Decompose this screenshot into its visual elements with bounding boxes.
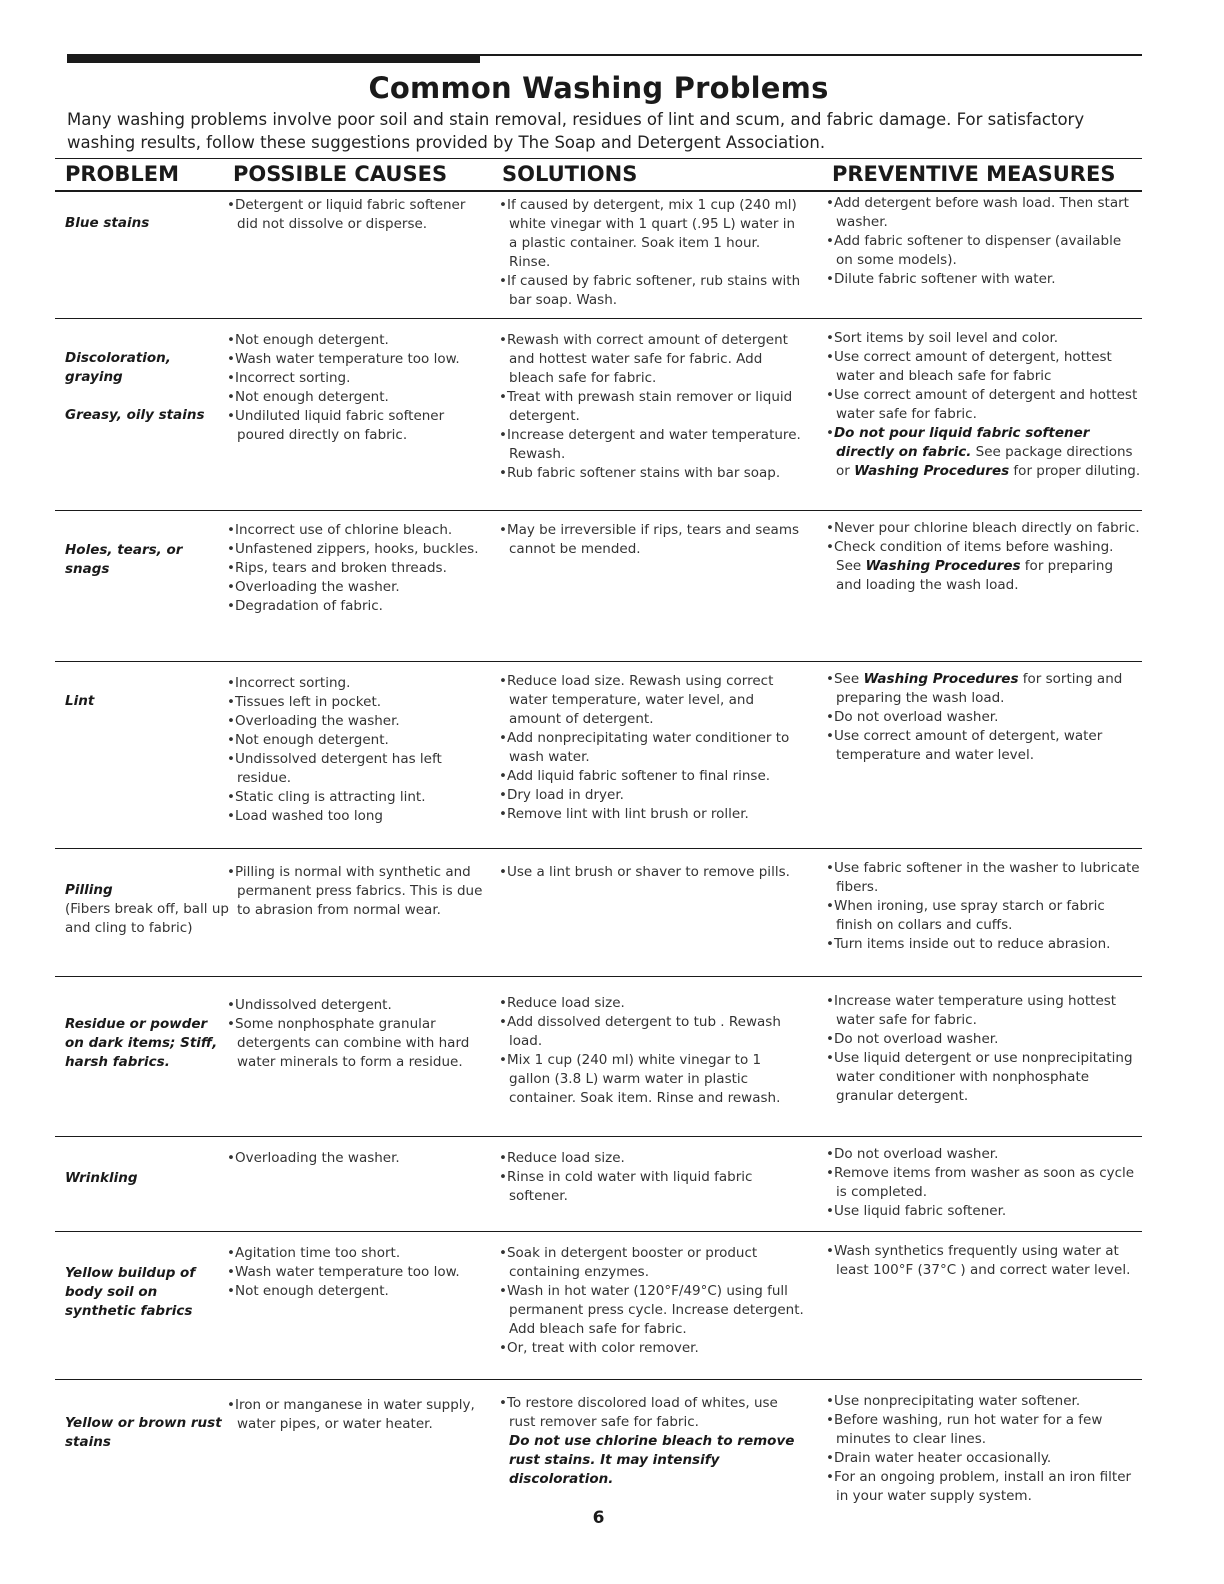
cause-item: • Wash water temperature too low. (227, 350, 487, 369)
preventive-item: • Before washing, run hot water for a few minutes to clear lines. (826, 1411, 1142, 1449)
cause-item: • Detergent or liquid fabric softener did not dissolve or disperse. (227, 196, 487, 234)
table-row (55, 1232, 1142, 1380)
problem-subtext: (Fibers break off, ball up and cling to fabric) (65, 901, 229, 936)
preventive-item: • For an ongoing problem, install an iron filter in your water supply system. (826, 1468, 1142, 1506)
preventive-item: • Use liquid detergent or use nonprecipitating water conditioner with nonphosphate granular detergent. (826, 1049, 1142, 1106)
intro-text: Many washing problems involve poor soil and stain removal, residues of lint and scum, and fabric damage. For satisfactory washing results, follow these suggestions provided by The Soap and Detergent Association. (67, 110, 1085, 152)
preventive-item: • Do not overload washer. (826, 708, 1142, 727)
solution-item: • Or, treat with color remover. (499, 1339, 804, 1358)
cause-item: • Unfastened zippers, hooks, buckles. (227, 540, 487, 559)
solution-item: • Use a lint brush or shaver to remove pills. (499, 863, 804, 882)
table-row (55, 977, 1142, 1137)
table-row (55, 1137, 1142, 1232)
cause-item: • Overloading the washer. (227, 578, 487, 597)
solution-item: • Remove lint with lint brush or roller. (499, 805, 804, 824)
page-number: 6 (592, 1508, 605, 1528)
preventive-item: • When ironing, use spray starch or fabric finish on collars and cuffs. (826, 897, 1142, 935)
table-row (55, 662, 1142, 849)
solution-item: • Add nonprecipitating water conditioner to wash water. (499, 729, 804, 767)
table-row (55, 511, 1142, 662)
solution-item: • Rub fabric softener stains with bar soap. (499, 464, 804, 483)
preventive-item: • Dilute fabric softener with water. (826, 270, 1142, 289)
solution-item: • Mix 1 cup (240 ml) white vinegar to 1 gallon (3.8 L) warm water in plastic container. Soak item. Rinse and rewash. (499, 1051, 804, 1108)
problem-label: Yellow buildup of body soil on synthetic fabrics (65, 1265, 196, 1319)
solution-item: • Soak in detergent booster or product containing enzymes. (499, 1244, 804, 1282)
preventive-item: • Turn items inside out to reduce abrasion. (826, 935, 1142, 954)
cause-item: • Degradation of fabric. (227, 597, 487, 616)
solution-item: • Dry load in dryer. (499, 786, 804, 805)
page-title: Common Washing Problems (368, 71, 829, 105)
cause-item: • Tissues left in pocket. (227, 693, 487, 712)
problem-label: Blue stains (65, 215, 150, 231)
problem-label: Holes, tears, or snags (65, 542, 183, 577)
solution-item: • Reduce load size. Rewash using correct water temperature, water level, and amount of detergent. (499, 672, 804, 729)
preventive-item: • Sort items by soil level and color. (826, 329, 1142, 348)
preventive-item (826, 538, 1142, 595)
preventive-item: • Use liquid fabric softener. (826, 1202, 1142, 1221)
preventive-item: • Drain water heater occasionally. (826, 1449, 1142, 1468)
cause-item: • Incorrect sorting. (227, 674, 487, 693)
cause-item: • Wash water temperature too low. (227, 1263, 487, 1282)
cause-item: • Load washed too long (227, 807, 487, 826)
preventive-text: for sorting and preparing the wash load. (836, 671, 1123, 706)
table-row (55, 194, 1142, 319)
cause-item: • Static cling is attracting lint. (227, 788, 487, 807)
cause-item: • Undissolved detergent has left residue. (227, 750, 487, 788)
problem-label: Yellow or brown rust stains (65, 1415, 222, 1450)
washing-procedures-ref: Washing Procedures (865, 558, 1021, 574)
cause-item: • Agitation time too short. (227, 1244, 487, 1263)
solution-item: • May be irreversible if rips, tears and seams cannot be mended. (499, 521, 804, 559)
preventive-item: • Use correct amount of detergent and hottest water safe for fabric. (826, 386, 1142, 424)
problem-label: Greasy, oily stains (65, 407, 205, 423)
preventive-item (826, 670, 1142, 708)
solution-item: • Treat with prewash stain remover or liquid detergent. (499, 388, 804, 426)
preventive-item: • Use correct amount of detergent, hottest water and bleach safe for fabric (826, 348, 1142, 386)
preventive-item (826, 424, 1142, 481)
preventive-item: • Remove items from washer as soon as cycle is completed. (826, 1164, 1142, 1202)
problem-label: Lint (65, 693, 95, 709)
table-header (55, 159, 1142, 192)
preventive-item: • Do not overload washer. (826, 1030, 1142, 1049)
preventive-text: Check condition of items before washing. See (833, 539, 1114, 574)
problem-label: Residue or powder on dark items; Stiff, harsh fabrics. (65, 1016, 218, 1070)
preventive-item: • Use nonprecipitating water softener. (826, 1392, 1142, 1411)
solution-item: • Reduce load size. (499, 994, 804, 1013)
header-problem: PROBLEM (65, 162, 180, 186)
solution-item: • To restore discolored load of whites, use rust remover safe for fabric. (499, 1394, 804, 1432)
cause-item: • Undissolved detergent. (227, 996, 487, 1015)
solution-item: • Add liquid fabric softener to final rinse. (499, 767, 804, 786)
table-row (55, 1380, 1142, 1510)
solution-item: • Rewash with correct amount of detergent and hottest water safe for fabric. Add bleach safe for fabric. (499, 331, 804, 388)
cause-item: • Not enough detergent. (227, 1282, 487, 1301)
cause-item: • Incorrect sorting. (227, 369, 487, 388)
cause-item: • Not enough detergent. (227, 331, 487, 350)
cause-item: • Overloading the washer. (227, 1149, 487, 1168)
header-causes: POSSIBLE CAUSES (233, 162, 448, 186)
preventive-item: • Do not overload washer. (826, 1145, 1142, 1164)
washing-procedures-ref: Washing Procedures (854, 463, 1010, 479)
preventive-text: for proper diluting. (1009, 463, 1141, 479)
preventive-item: • Wash synthetics frequently using water at least 100°F (37°C ) and correct water level. (826, 1242, 1142, 1280)
preventive-item: • Add fabric softener to dispenser (available on some models). (826, 232, 1142, 270)
solution-item: • Wash in hot water (120°F/49°C) using full permanent press cycle. Increase detergent. (499, 1282, 804, 1320)
solution-item: • Rinse in cold water with liquid fabric softener. (499, 1168, 804, 1206)
cause-item: • Pilling is normal with synthetic and permanent press fabrics. This is due to abrasion from normal wear. (227, 863, 487, 920)
cause-item: • Rips, tears and broken threads. (227, 559, 487, 578)
problem-label: Discoloration, graying (65, 350, 171, 385)
solution-item: • If caused by fabric softener, rub stains with bar soap. Wash. (499, 272, 804, 310)
preventive-item: • Increase water temperature using hottest water safe for fabric. (826, 992, 1142, 1030)
page (55, 48, 1142, 1528)
preventive-text: See package directions or (836, 444, 1133, 479)
solution-item: • Reduce load size. (499, 1149, 804, 1168)
preventive-item: • Never pour chlorine bleach directly on fabric. (826, 519, 1142, 538)
cause-item: • Iron or manganese in water supply, water pipes, or water heater. (227, 1396, 487, 1434)
preventive-item: • Use fabric softener in the washer to lubricate fibers. (826, 859, 1142, 897)
preventive-text: for preparing and loading the wash load. (836, 558, 1114, 593)
preventive-item: • Add detergent before wash load. Then start washer. (826, 194, 1142, 232)
cause-item: • Not enough detergent. (227, 388, 487, 407)
cause-item: • Incorrect use of chlorine bleach. (227, 521, 487, 540)
table-row (55, 319, 1142, 511)
top-rule (55, 48, 1142, 70)
preventive-emphasis: Do not pour liquid fabric softener directly on fabric. (833, 425, 1090, 460)
preventive-text: See (833, 671, 864, 687)
washing-procedures-ref: Washing Procedures (863, 671, 1019, 687)
warning-text: Do not use chlorine bleach to remove rust stains. It may intensify discoloration. (509, 1433, 795, 1487)
cause-item: • Some nonphosphate granular detergents can combine with hard water minerals to form a residue. (227, 1015, 487, 1072)
problem-label: Pilling (65, 882, 113, 898)
solution-item: • Increase detergent and water temperature. Rewash. (499, 426, 804, 464)
problem-label: Wrinkling (65, 1170, 138, 1186)
table-row (55, 849, 1142, 977)
cause-item: • Not enough detergent. (227, 731, 487, 750)
cause-item: • Overloading the washer. (227, 712, 487, 731)
cause-item: • Undiluted liquid fabric softener poured directly on fabric. (227, 407, 487, 445)
header-solutions: SOLUTIONS (502, 162, 638, 186)
solution-text: Add bleach safe for fabric. (509, 1321, 687, 1337)
solution-item: • If caused by detergent, mix 1 cup (240 ml) white vinegar with 1 quart (.95 L) water in a plastic container. Soak item 1 hour. Rinse. (499, 196, 804, 272)
preventive-item: • Use correct amount of detergent, water temperature and water level. (826, 727, 1142, 765)
solution-item: • Add dissolved detergent to tub . Rewash load. (499, 1013, 804, 1051)
header-preventive: PREVENTIVE MEASURES (832, 162, 1116, 186)
